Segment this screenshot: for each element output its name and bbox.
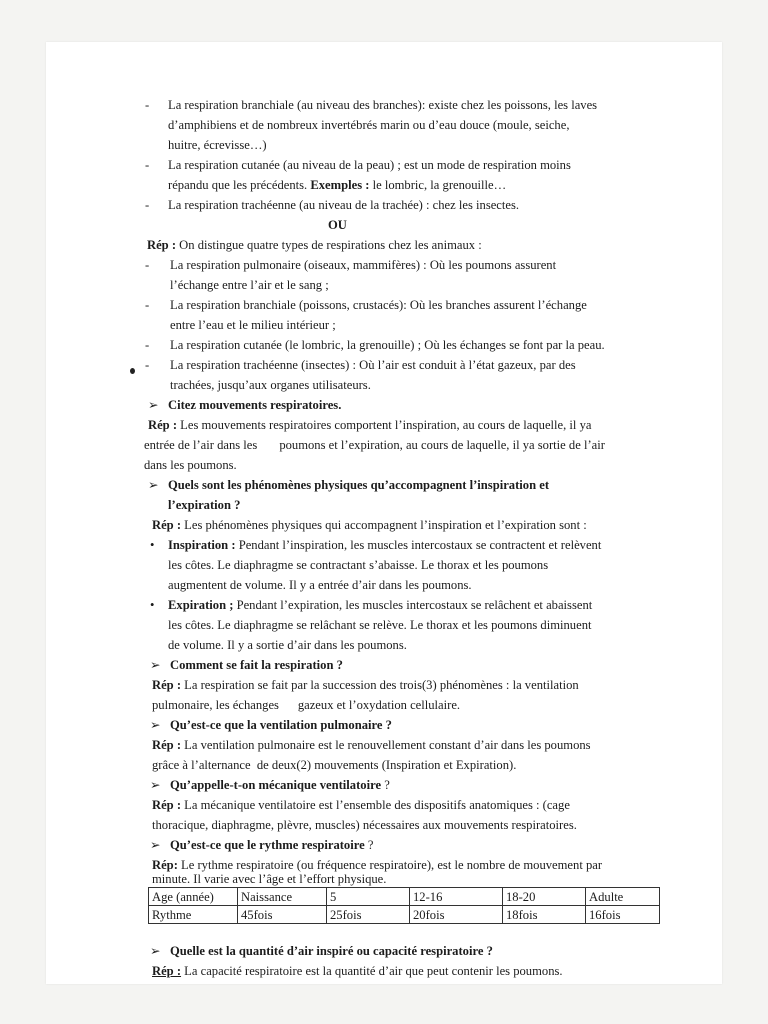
answer-mecanique-line1 [152,798,570,813]
list-item-branchiale-line2: d’amphibiens et de nombreux invertébrés marin ou d’eau douce (moule, seiche, [168,118,570,132]
answer-mouvements-line2: entrée de l’air dans les poumons et l’expiration, au cours de laquelle, il ya sortie de l’air [144,438,605,452]
question-rythme [170,838,373,853]
answer-rythme-line2: minute. Il varie avec l’âge et l’effort physique. [152,872,387,886]
table-row [149,888,660,906]
answer-mouvements-line3: dans les poumons. [144,458,237,472]
answer-label: Rép : [152,518,182,532]
table-cell: 18fois [503,906,586,924]
list-item-branchiale-line3: huitre, écrevisse…) [168,138,267,152]
list-item-tracheenne2-line2: trachées, jusqu’aux organes utilisateurs. [170,378,371,392]
answer-text: On distingue quatre types de respirations chez les animaux : [176,238,482,252]
rythme-table [148,887,660,924]
expiration-line2: les côtes. Le diaphragme se relâchant se relève. Le thorax et les poumons diminuent [168,618,592,632]
question-text: Qu’appelle-t-on mécanique ventilatoire [170,778,382,792]
answer-comment-line1 [152,678,579,693]
answer-label: Rép : [152,964,182,978]
question-capacite: Quelle est la quantité d’air inspiré ou capacité respiratoire ? [170,944,493,958]
expiration-line1 [168,598,592,613]
list-dash: - [145,98,150,112]
text-run: Pendant l’expiration, les muscles intercostaux se relâchent et abaissent [233,598,593,612]
table-cell: Adulte [586,888,660,906]
answer-text: La ventilation pulmonaire est le renouvellement constant d’air dans les poumons [181,738,591,752]
table-cell: Naissance [238,888,327,906]
inspiration-line2: les côtes. Le diaphragme se contractant s’abaisse. Le thorax et les poumons [168,558,549,572]
answer-mecanique-line2: thoracique, diaphragme, plèvre, muscles) nécessaires aux mouvements respiratoires. [152,818,577,832]
expiration-line3: de volume. Il y a sortie d’air dans les poumons. [168,638,407,652]
question-comment: Comment se fait la respiration ? [170,658,343,672]
table-cell: 18-20 [503,888,586,906]
table-cell: 5 [327,888,410,906]
answer-capacite [152,964,563,979]
question-phenomenes-line2: l’expiration ? [168,498,241,512]
question-mark: ? [364,838,374,852]
answer-label: Rép : [152,798,182,812]
text-run: le lombric, la grenouille… [369,178,507,192]
inspiration-term: Inspiration : [168,538,236,552]
list-item-cutanee-line2 [168,178,506,193]
answer-paragraph [147,238,482,253]
arrow-bullet: ➢ [150,944,161,958]
answer-text: La capacité respiratoire est la quantité d’air que peut contenir les poumons. [181,964,563,978]
list-item-branchiale2-line1: La respiration branchiale (poissons, crustacés): Où les branches assurent l’échange [170,298,587,312]
text-run: Pendant l’inspiration, les muscles intercostaux se contractent et relèvent [235,538,602,552]
list-item-cutanee-line1: La respiration cutanée (au niveau de la peau) ; est un mode de respiration moins [168,158,571,172]
table-cell: Age (année) [149,888,238,906]
list-item-cutanee2-line1: La respiration cutanée (le lombric, la grenouille) ; Où les échanges se font par la peau. [170,338,605,352]
table-cell: Rythme [149,906,238,924]
table-cell: 12-16 [410,888,503,906]
list-item-branchiale-line1: La respiration branchiale (au niveau des branches): existe chez les poissons, les laves [168,98,598,112]
arrow-bullet: ➢ [148,478,159,492]
answer-phenomenes [152,518,587,533]
list-item-tracheenne-line1: La respiration trachéenne (au niveau de la trachée) : chez les insectes. [168,198,520,212]
table-cell: 45fois [238,906,327,924]
answer-label: Rép : [148,418,178,432]
answer-text: La mécanique ventilatoire est l’ensemble des dispositifs anatomiques : (cage [181,798,570,812]
inspiration-line1 [168,538,601,553]
question-phenomenes-line1: Quels sont les phénomènes physiques qu’accompagnent l’inspiration et [168,478,550,492]
question-ventilation: Qu’est-ce que la ventilation pulmonaire ? [170,718,392,732]
list-dash: - [145,338,150,352]
table-cell: 16fois [586,906,660,924]
answer-text: Les phénomènes physiques qui accompagnent l’inspiration et l’expiration sont : [181,518,587,532]
answer-ventilation-line1 [152,738,591,753]
list-item-pulmonaire-line2: l’échange entre l’air et le sang ; [170,278,329,292]
expiration-term: Expiration ; [168,598,234,612]
answer-label: Rép : [147,238,177,252]
arrow-bullet: ➢ [150,778,161,792]
question-mouvements: Citez mouvements respiratoires. [168,398,342,412]
list-dash: - [145,358,150,372]
list-dash: - [145,198,150,212]
answer-text: Les mouvements respiratoires comportent l’inspiration, au cours de laquelle, il ya [177,418,592,432]
arrow-bullet: ➢ [150,718,161,732]
text-run: répandu que les précédents. [168,178,311,192]
answer-text: La respiration se fait par la succession des trois(3) phénomènes : la ventilation [181,678,579,692]
question-mecanique [170,778,390,793]
answer-ventilation-line2: grâce à l’alternance de deux(2) mouvements (Inspiration et Expiration). [152,758,517,772]
arrow-bullet: ➢ [150,838,161,852]
question-text: Qu’est-ce que le rythme respiratoire [170,838,365,852]
ou-separator: OU [328,218,347,232]
table-cell: 25fois [327,906,410,924]
answer-label: Rép : [152,678,182,692]
arrow-bullet: ➢ [148,398,159,412]
list-item-pulmonaire-line1: La respiration pulmonaire (oiseaux, mammifères) : Où les poumons assurent [170,258,557,272]
answer-label: Rép: [152,858,178,872]
table-row [149,906,660,924]
answer-text: Le rythme respiratoire (ou fréquence respiratoire), est le nombre de mouvement par [177,858,603,872]
arrow-bullet: ➢ [150,658,161,672]
list-dash: - [145,158,150,172]
answer-comment-line2: pulmonaire, les échanges gazeux et l’oxydation cellulaire. [152,698,461,712]
answer-mouvements-line1 [148,418,591,433]
answer-rythme-line1 [152,858,602,873]
list-item-branchiale2-line2: entre l’eau et le milieu intérieur ; [170,318,336,332]
list-dash: - [145,258,150,272]
answer-label: Rép : [152,738,182,752]
table-cell: 20fois [410,906,503,924]
inspiration-line3: augmentent de volume. Il y a entrée d’air dans les poumons. [168,578,472,592]
list-item-tracheenne2-line1: La respiration trachéenne (insectes) : Où l’air est conduit à l’état gazeux, par des [170,358,576,372]
question-mark: ? [381,778,390,792]
list-dash: - [145,298,150,312]
bullet: • [150,538,155,552]
bullet: • [150,598,155,612]
ink-mark [130,368,135,374]
exemples-label: Exemples : [310,178,370,192]
